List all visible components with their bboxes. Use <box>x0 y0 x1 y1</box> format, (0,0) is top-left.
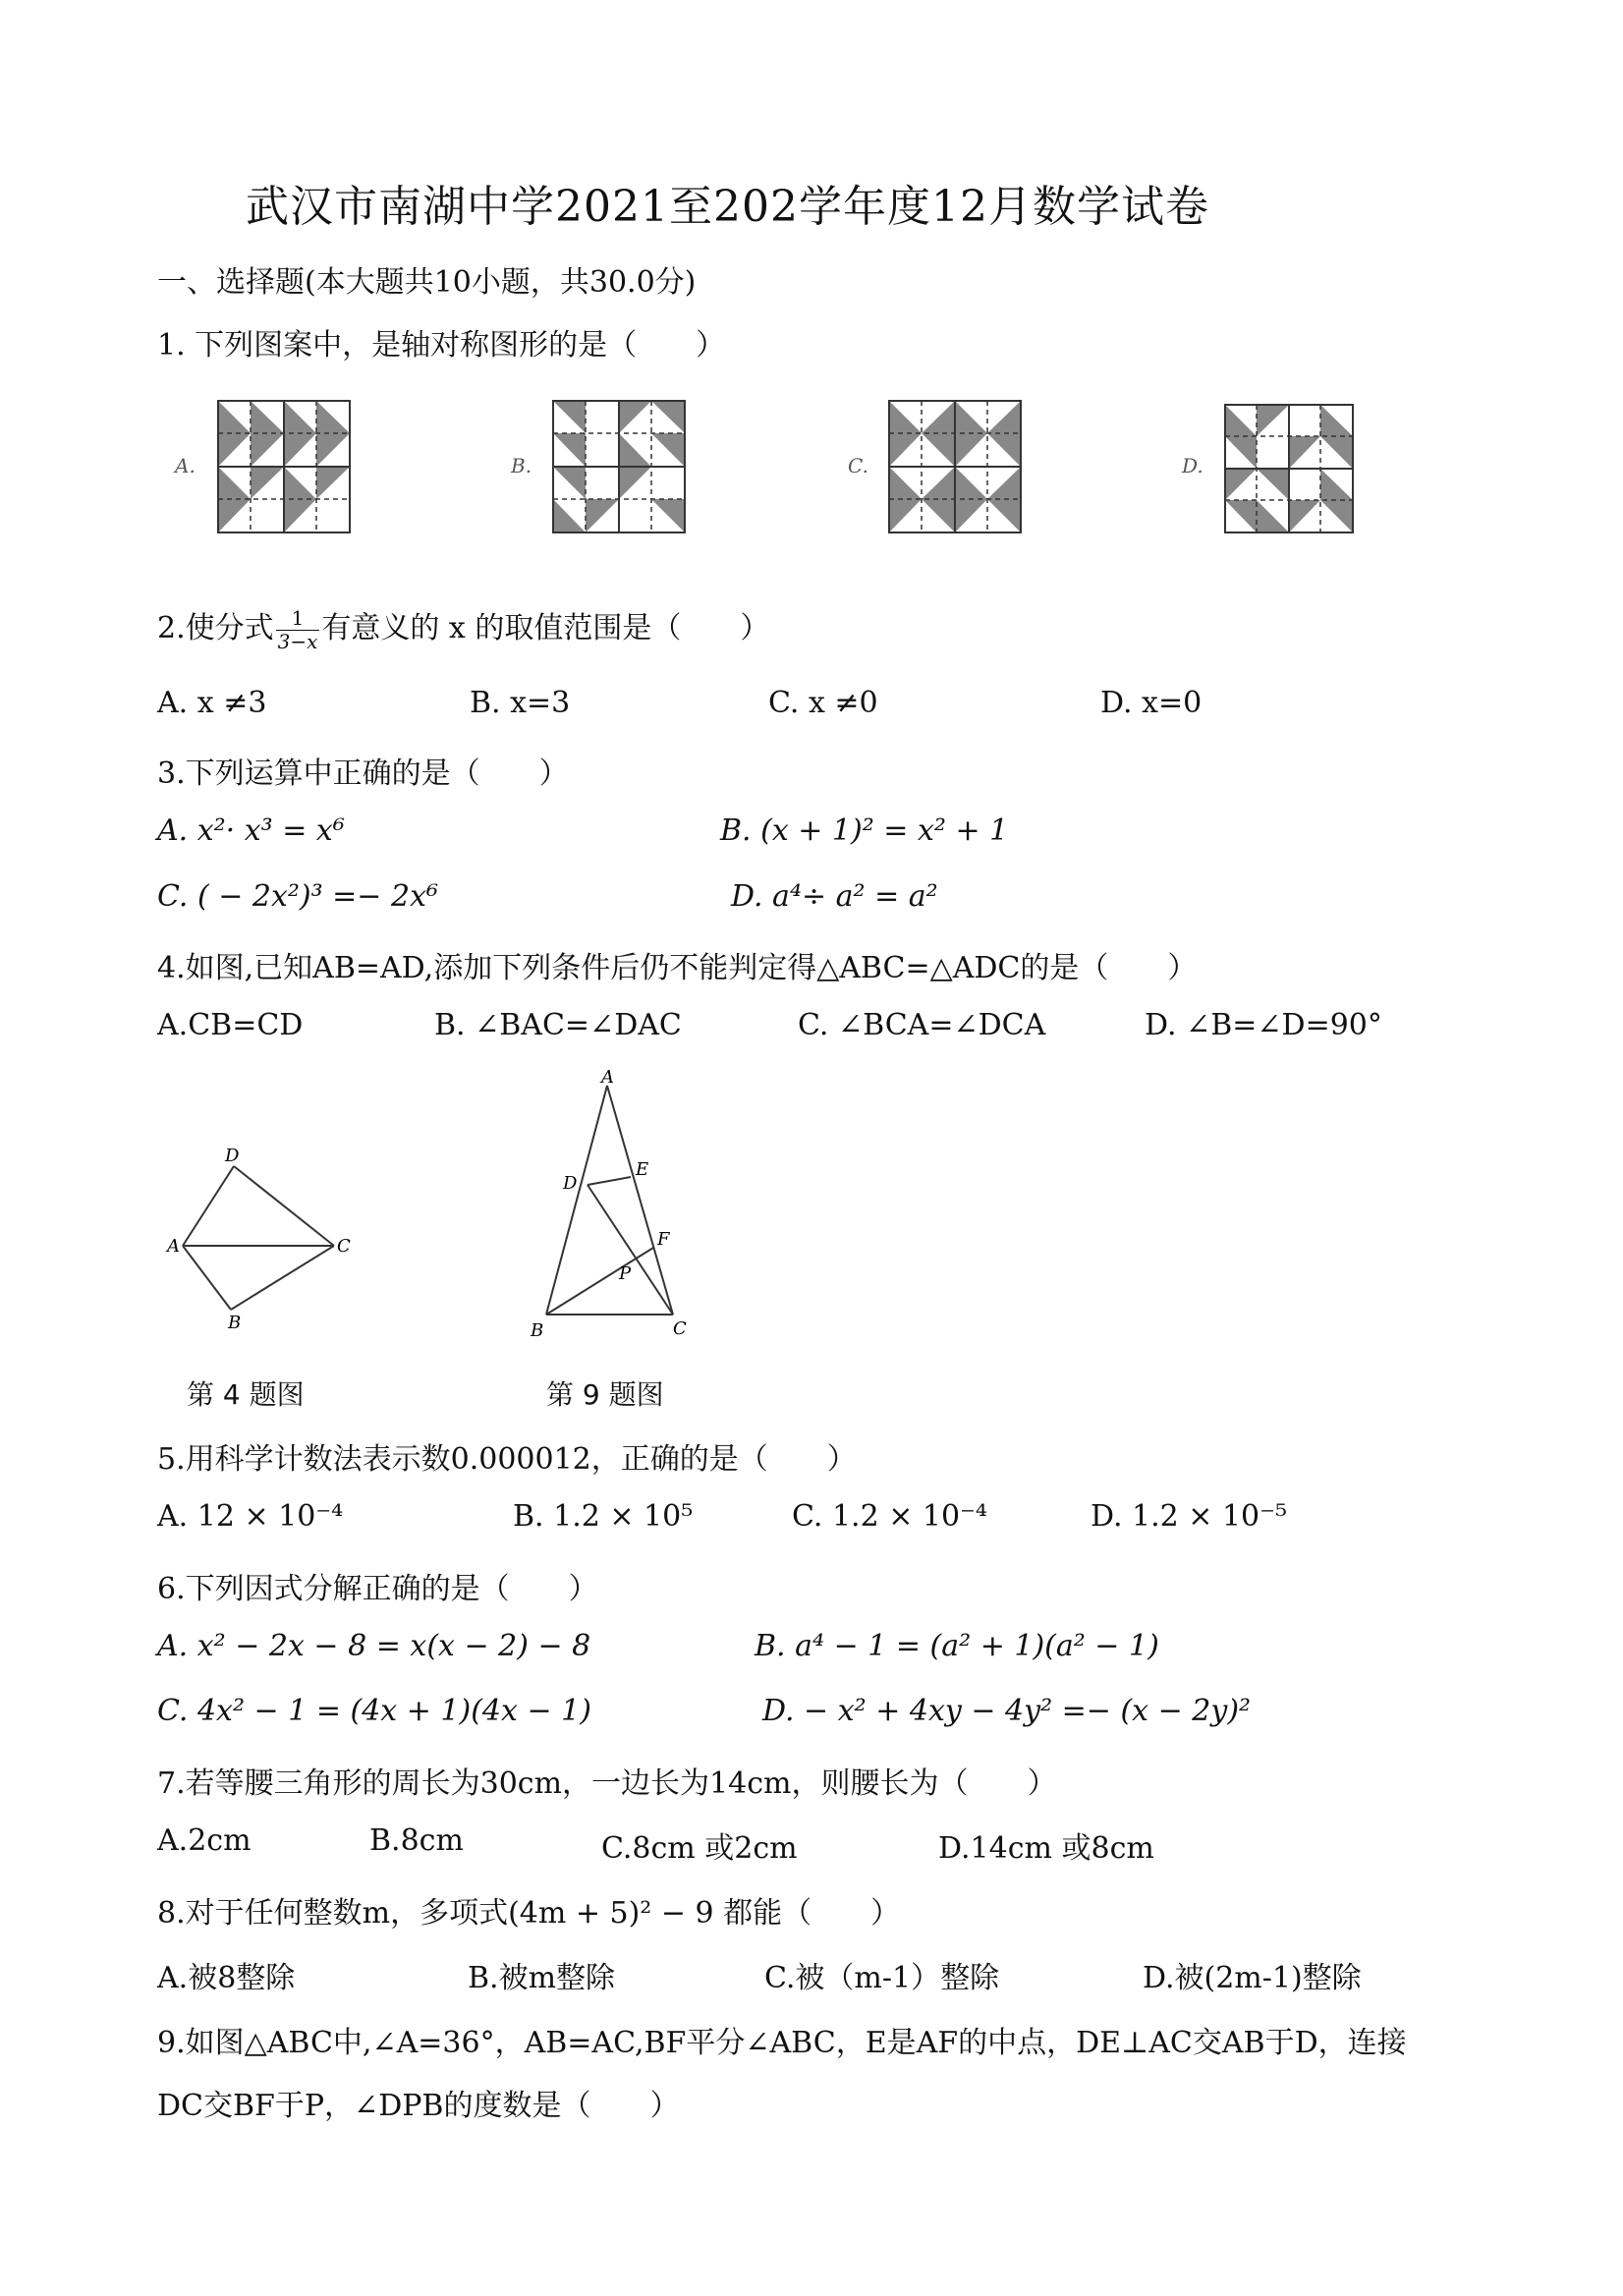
q3-option-a: A. x²· x³ = x⁶ <box>157 813 345 848</box>
q7-stem: 7.若等腰三角形的周长为30cm，一边长为14cm，则腰长为（ ） <box>157 1766 1057 1801</box>
q6-option-d: D. − x² + 4xy − 4y² =− (x − 2y)² <box>762 1694 1252 1728</box>
q4-stem: 4.如图,已知AB=AD,添加下列条件后仍不能判定得△ABC=△ADC的是（ ） <box>157 951 1198 985</box>
q1-option-c-label: C. <box>848 454 868 477</box>
fig9-point-d: D <box>563 1173 578 1194</box>
q2-stem-after: 有意义的 x 的取值范围是（ ） <box>321 611 770 645</box>
q4-option-a: A.CB=CD <box>157 1008 304 1042</box>
q1-pattern-c-image <box>889 401 1021 532</box>
q7-option-c: C.8cm 或2cm <box>601 1831 798 1866</box>
section-header: 一、选择题(本大题共10小题，共30.0分) <box>157 265 697 300</box>
q2-option-c: C. x ≠0 <box>768 686 878 720</box>
q3-stem: 3.下列运算中正确的是（ ） <box>157 756 569 791</box>
fig9-point-a: A <box>601 1067 614 1088</box>
q1-pattern-a-image <box>218 401 350 532</box>
q2-fraction-numerator: 1 <box>276 607 320 631</box>
fig9-point-b: B <box>531 1320 544 1341</box>
q5-option-d: D. 1.2 × 10⁻⁵ <box>1091 1499 1288 1534</box>
q2-fraction <box>276 607 320 653</box>
q1-option-b-label: B. <box>511 454 532 477</box>
q9-stem-line2: DC交BF于P，∠DPB的度数是（ ） <box>157 2089 680 2123</box>
q6-stem: 6.下列因式分解正确的是（ ） <box>157 1572 598 1606</box>
q5-option-a: A. 12 × 10⁻⁴ <box>157 1499 344 1534</box>
q6-option-a: A. x² − 2x − 8 = x(x − 2) − 8 <box>157 1629 591 1663</box>
q1-stem: 1. 下列图案中，是轴对称图形的是（ ） <box>157 328 726 363</box>
page-title: 武汉市南湖中学2021至202学年度12月数学试卷 <box>246 182 1209 232</box>
q7-option-b: B.8cm <box>369 1823 464 1858</box>
q8-stem: 8.对于任何整数m，多项式(4m + 5)² − 9 都能（ ） <box>157 1896 901 1931</box>
q2-stem <box>157 603 769 653</box>
q9-figure-caption: 第 9 题图 <box>546 1378 664 1411</box>
q3-option-b: B. (x + 1)² = x² + 1 <box>720 813 1009 848</box>
q1-pattern-b-image <box>553 401 685 532</box>
q1-option-d-label: D. <box>1182 454 1203 477</box>
q2-option-d: D. x=0 <box>1100 686 1203 720</box>
q9-stem-line1: 9.如图△ABC中,∠A=36°，AB=AC,BF平分∠ABC，E是AF的中点，DE⊥AC交AB于D，连接 <box>157 2026 1407 2060</box>
q2-option-a: A. x ≠3 <box>157 686 267 720</box>
q2-fraction-denominator: 3−x <box>277 629 318 653</box>
q4-figure-caption: 第 4 题图 <box>187 1378 305 1411</box>
q2-option-b: B. x=3 <box>470 686 571 720</box>
q4-option-c: C. ∠BCA=∠DCA <box>798 1008 1046 1042</box>
fig4-point-a: A <box>167 1236 180 1257</box>
q1-pattern-d-image <box>1225 405 1353 532</box>
q8-option-d: D.被(2m-1)整除 <box>1143 1961 1362 1995</box>
fig9-point-p: P <box>619 1263 632 1284</box>
fig9-point-c: C <box>673 1318 687 1339</box>
q3-option-c: C. ( − 2x²)³ =− 2x⁶ <box>157 879 439 914</box>
q1-option-a-label: A. <box>175 454 196 477</box>
q2-stem-before: 2.使分式 <box>157 611 274 645</box>
q6-option-c: C. 4x² − 1 = (4x + 1)(4x − 1) <box>157 1694 591 1728</box>
fig9-point-e: E <box>636 1159 649 1180</box>
q7-option-a: A.2cm <box>157 1823 252 1858</box>
q8-option-a: A.被8整除 <box>157 1961 296 1995</box>
fig9-point-f: F <box>657 1229 670 1250</box>
q4-option-b: B. ∠BAC=∠DAC <box>434 1008 682 1042</box>
q4-figure <box>167 1146 364 1333</box>
q5-option-b: B. 1.2 × 10⁵ <box>513 1499 694 1534</box>
q8-option-c: C.被（m-1）整除 <box>764 1961 1000 1995</box>
fig4-point-d: D <box>225 1146 240 1166</box>
q7-option-d: D.14cm 或8cm <box>938 1831 1154 1866</box>
q4-option-d: D. ∠B=∠D=90° <box>1145 1008 1382 1042</box>
q5-stem: 5.用科学计数法表示数0.000012，正确的是（ ） <box>157 1442 857 1477</box>
fig4-point-b: B <box>228 1313 242 1333</box>
q9-figure <box>526 1067 702 1341</box>
q5-option-c: C. 1.2 × 10⁻⁴ <box>792 1499 987 1534</box>
q6-option-b: B. a⁴ − 1 = (a² + 1)(a² − 1) <box>755 1629 1159 1663</box>
fig4-point-c: C <box>337 1236 351 1257</box>
q8-option-b: B.被m整除 <box>468 1961 616 1995</box>
q3-option-d: D. a⁴÷ a² = a² <box>731 879 938 914</box>
